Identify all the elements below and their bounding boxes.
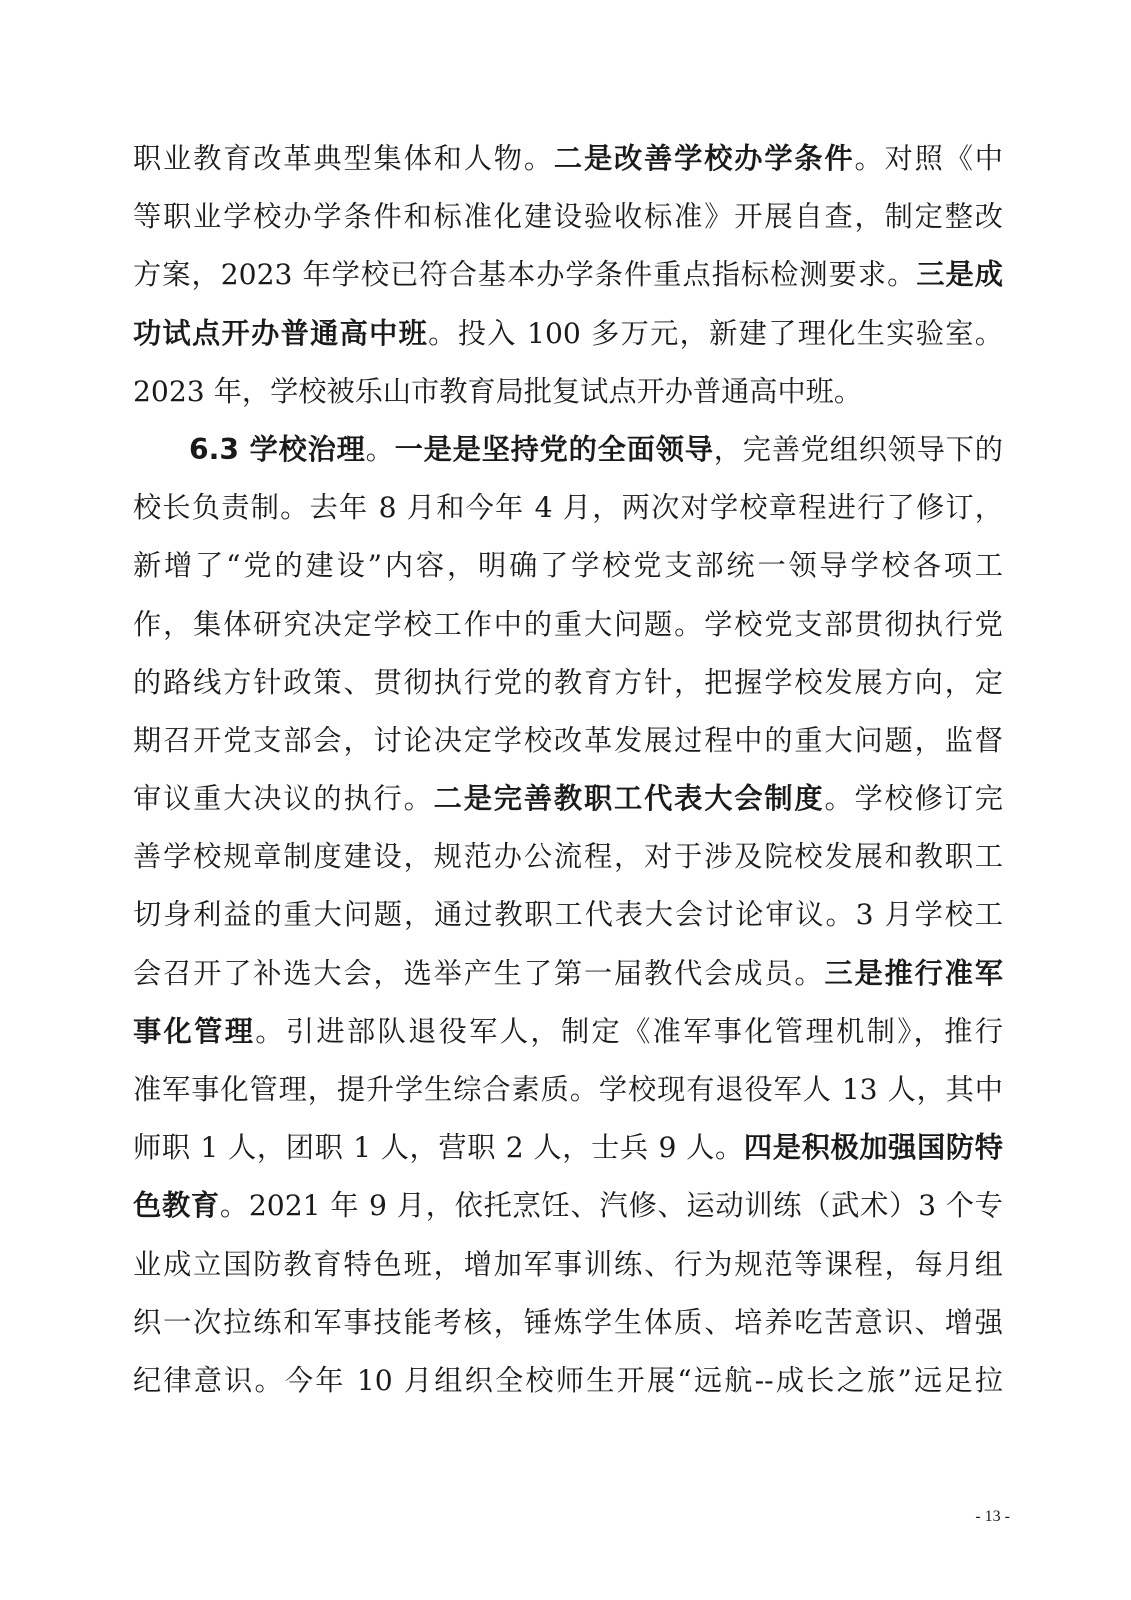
text-run: 纪律意识。今年 10 月组织全校师生开展“远航--成长之旅”远足拉 [133,1363,1003,1397]
bold-phrase: 一是是坚持党的全面领导 [394,432,714,466]
text-line [133,1243,1003,1301]
text-run: 方案，2023 年学校已符合基本办学条件重点指标检测要求。 [133,258,917,292]
text-line [133,1068,1003,1126]
text-line [133,777,1003,835]
bold-phrase: 功试点开办普通高中班 [133,316,429,350]
text-run: 善学校规章制度建设，规范办公流程，对于涉及院校发展和教职工 [133,840,1003,874]
text-run: 2023 年，学校被乐山市教育局批复试点开办普通高中班。 [133,374,863,408]
text-run: 。 [365,432,395,466]
bold-phrase: 6.3 学校治理 [189,432,366,466]
text-run: 。对照《中 [854,142,1003,175]
text-line [133,661,1003,719]
text-run: 期召开党支部会，讨论决定学校改革发展过程中的重大问题，监督 [133,723,1003,757]
text-run: 。2021 年 9 月，依托烹饪、汽修、运动训练（武术）3 个专 [219,1189,1003,1223]
text-line [133,603,1003,661]
bold-phrase: 三是成 [916,258,1003,292]
text-run: 织一次拉练和军事技能考核，锤炼学生体质、培养吃苦意识、增强 [133,1305,1003,1339]
text-run: 。投入 100 多万元，新建了理化生实验室。 [428,316,1003,350]
text-run: 作，集体研究决定学校工作中的重大问题。学校党支部贯彻执行党 [133,607,1003,641]
text-run: 等职业学校办学条件和标准化建设验收标准》开展自查，制定整改 [133,200,1003,234]
text-run: 业成立国防教育特色班，增加军事训练、行为规范等课程，每月组 [133,1247,1003,1281]
text-line [133,544,1003,602]
text-run: 。学校修订完 [824,782,1003,816]
bold-phrase: 三是推行准军 [824,956,1003,990]
text-run: 校长负责制。去年 8 月和今年 4 月，两次对学校章程进行了修订， [133,491,1003,525]
text-line [133,952,1003,1010]
text-line [133,1359,1003,1417]
text-line [133,312,1003,370]
text-line [133,195,1003,253]
text-line [133,1184,1003,1242]
text-run: 新增了“党的建设”内容，明确了学校党支部统一领导学校各项工 [133,549,1003,583]
text-run: 准军事化管理，提升学生综合素质。学校现有退役军人 13 人，其中 [133,1073,1003,1106]
text-run: 。引进部队退役军人，制定《准军事化管理机制》，推行 [255,1014,1003,1048]
bold-phrase: 二是完善教职工代表大会制度 [433,782,825,816]
text-line [133,835,1003,893]
bold-phrase: 二是改善学校办学条件 [553,142,855,175]
text-line [133,1301,1003,1359]
text-line [133,428,1003,486]
text-line [133,1126,1003,1184]
text-run: 审议重大决议的执行。 [133,782,434,816]
page-number: - 13 - [975,1508,1010,1525]
text-run: 切身利益的重大问题，通过教职工代表大会讨论审议。3 月学校工 [133,898,1003,932]
text-run: 职业教育改革典型集体和人物。 [133,142,554,175]
text-line [133,370,1003,428]
body-text [133,137,1003,1417]
text-run: ，完善党组织领导下的 [713,432,1003,466]
bold-phrase: 四是积极加强国防特 [743,1131,1003,1165]
text-run: 会召开了补选大会，选举产生了第一届教代会成员。 [133,956,825,990]
text-line [133,486,1003,544]
text-line [133,137,1003,195]
bold-phrase: 事化管理 [133,1014,256,1048]
text-line [133,893,1003,951]
text-line [133,1010,1003,1068]
text-line [133,719,1003,777]
text-run: 的路线方针政策、贯彻执行党的教育方针，把握学校发展方向，定 [133,665,1003,699]
text-run: 师职 1 人，团职 1 人，营职 2 人，士兵 9 人。 [133,1131,744,1165]
text-line [133,253,1003,311]
bold-phrase: 色教育 [133,1189,220,1223]
